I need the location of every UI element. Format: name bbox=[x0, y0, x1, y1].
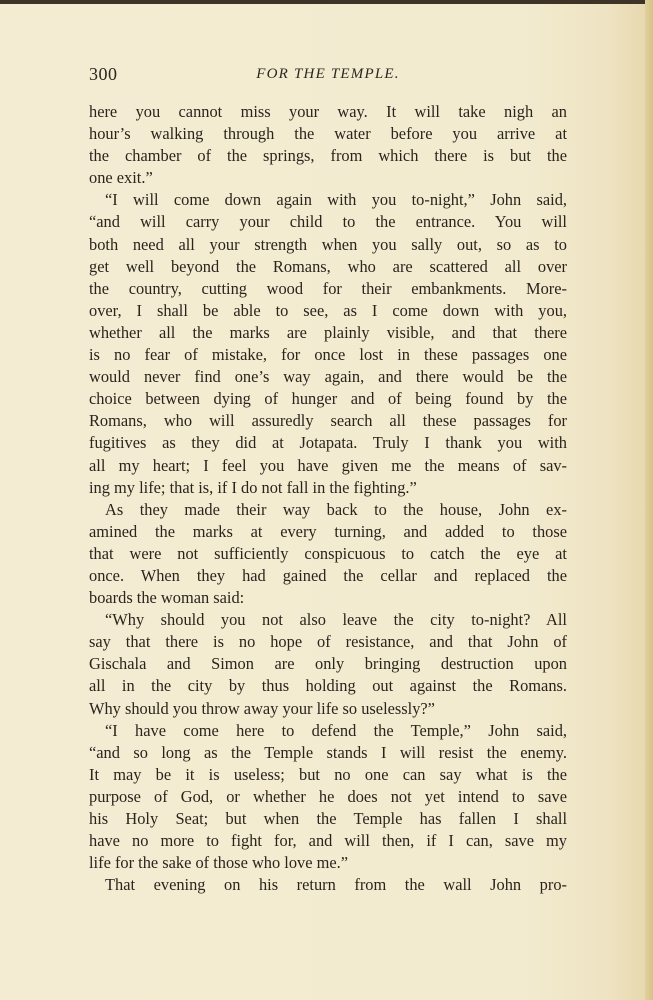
text-line: Gischala and Simon are only bringing destruction upon bbox=[89, 654, 567, 674]
text-line: It may be it is useless; but no one can say what is the bbox=[89, 764, 567, 784]
text-line: get well beyond the Romans, who are scattered all over bbox=[89, 256, 567, 276]
text-line: his Holy Seat; but when the Temple has fallen I shall bbox=[89, 809, 567, 828]
text-line: once. When they had gained the cellar and replaced the bbox=[89, 565, 567, 585]
text-line: “I will come down again with you to-night,” John said, bbox=[105, 190, 567, 210]
top-border bbox=[0, 0, 653, 4]
text-line: ing my life; that is, if I do not fall in the fighting.” bbox=[89, 477, 417, 497]
text-line: would never find one’s way again, and there would be the bbox=[89, 367, 567, 387]
running-title: FOR THE TEMPLE. bbox=[256, 66, 400, 82]
text-line: that were not sufficiently conspicuous to catch the eye at bbox=[89, 543, 567, 563]
body-text bbox=[89, 101, 567, 896]
page-number: 300 bbox=[89, 64, 118, 84]
text-line: “and so long as the Temple stands I will resist the enemy. bbox=[89, 742, 567, 762]
text-line: choice between dying of hunger and of being found by the bbox=[89, 389, 567, 409]
text-line: That evening on his return from the wall John pro- bbox=[105, 875, 567, 895]
text-line: purpose of God, or whether he does not yet intend to save bbox=[89, 786, 567, 806]
text-line: have no more to fight for, and will then, if I can, save my bbox=[89, 831, 567, 851]
page-edge bbox=[645, 0, 653, 1000]
text-line: hour’s walking through the water before you arrive at bbox=[89, 124, 567, 144]
text-line: all in the city by thus holding out against the Romans. bbox=[89, 676, 567, 696]
text-line: the chamber of the springs, from which there is but the bbox=[89, 146, 567, 166]
text-line: here you cannot miss your way. It will take nigh an bbox=[89, 102, 567, 121]
text-line: all my heart; I feel you have given me the means of sav- bbox=[89, 455, 567, 475]
text-line: boards the woman said: bbox=[89, 588, 245, 608]
text-line: both need all your strength when you sally out, so as to bbox=[89, 234, 567, 254]
text-line: say that there is no hope of resistance, and that John of bbox=[89, 632, 567, 652]
text-line: whether all the marks are plainly visible, and that there bbox=[89, 322, 567, 342]
text-line: is no fear of mistake, for once lost in these passages one bbox=[89, 345, 567, 365]
text-line: life for the sake of those who love me.” bbox=[89, 853, 348, 873]
text-line: one exit.” bbox=[89, 168, 153, 188]
text-line: “I have come here to defend the Temple,” John said, bbox=[105, 720, 567, 740]
page-header bbox=[89, 64, 567, 88]
text-line: Romans, who will assuredly search all these passages for bbox=[89, 411, 567, 431]
text-line: Why should you throw away your life so uselessly?” bbox=[89, 698, 435, 718]
text-line: over, I shall be able to see, as I come down with you, bbox=[89, 300, 567, 320]
text-line: As they made their way back to the house, John ex- bbox=[105, 499, 567, 519]
text-line: the country, cutting wood for their embankments. More- bbox=[89, 278, 567, 298]
text-line: “and will carry your child to the entrance. You will bbox=[89, 212, 567, 232]
text-line: “Why should you not also leave the city to-night? All bbox=[105, 610, 567, 630]
text-line: fugitives as they did at Jotapata. Truly I thank you with bbox=[89, 433, 567, 453]
text-line: amined the marks at every turning, and added to those bbox=[89, 521, 567, 541]
